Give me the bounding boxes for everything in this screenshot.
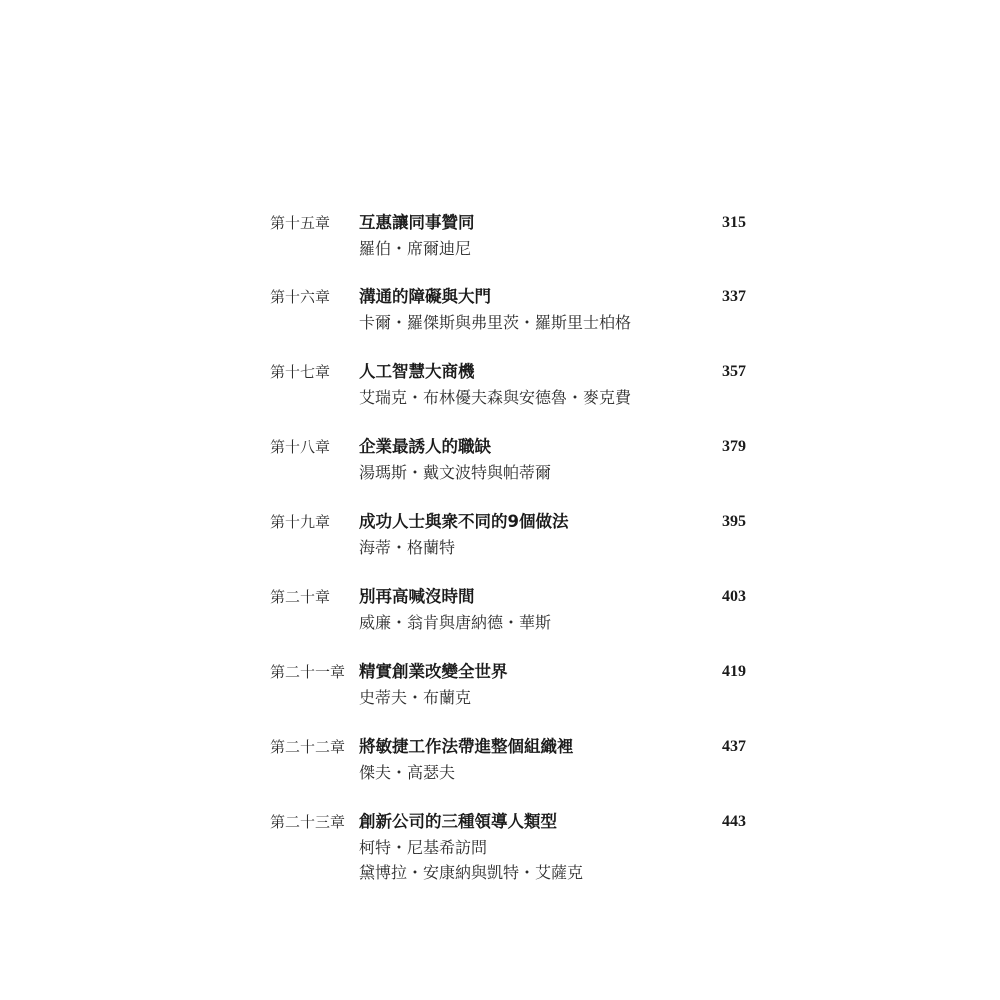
chapter-authors: [359, 385, 631, 410]
chapter-title: 精實創業改變全世界: [359, 662, 508, 681]
chapter-number: 第十五章: [270, 214, 331, 232]
author-line: 柯特・尼基希訪問: [359, 838, 488, 857]
author-line: 威廉・翁肯與唐納德・華斯: [359, 613, 552, 632]
chapter-title: 人工智慧大商機: [359, 362, 475, 381]
chapter-title: 創新公司的三種領導人類型: [359, 812, 557, 831]
chapter-authors: [359, 760, 455, 785]
chapter-authors: [359, 835, 583, 885]
chapter-title: 成功人士與衆不同的9個做法: [359, 512, 569, 531]
author-line: 艾瑞克・布林優夫森與安德魯・麥克費: [359, 388, 632, 407]
chapter-title: 互惠讓同事贊同: [359, 213, 475, 232]
chapter-authors: [359, 460, 551, 485]
chapter-authors: [359, 610, 551, 635]
chapter-number: 第十八章: [270, 438, 331, 456]
chapter-number: 第二十二章: [270, 738, 346, 756]
chapter-number: 第十九章: [270, 513, 331, 531]
page-number: 395: [722, 513, 746, 530]
author-line: 海蒂・格蘭特: [359, 538, 456, 557]
chapter-number: 第二十一章: [270, 663, 346, 681]
chapter-authors: [359, 685, 471, 710]
page-number: 443: [722, 813, 746, 830]
chapter-number: 第二十三章: [270, 813, 346, 831]
page-number: 337: [722, 288, 746, 305]
chapter-authors: [359, 236, 471, 261]
author-line: 黛博拉・安康納與凱特・艾薩克: [359, 863, 584, 882]
page-number: 419: [722, 663, 746, 680]
page-number: 437: [722, 738, 746, 755]
chapter-authors: [359, 535, 455, 560]
author-line: 湯瑪斯・戴文波特與帕蒂爾: [359, 463, 552, 482]
chapter-authors: [359, 310, 631, 335]
chapter-number: 第二十章: [270, 588, 331, 606]
chapter-number: 第十六章: [270, 288, 331, 306]
page-number: 315: [722, 214, 746, 231]
chapter-number: 第十七章: [270, 363, 331, 381]
author-line: 羅伯・席爾迪尼: [359, 239, 472, 258]
page-number: 379: [722, 438, 746, 455]
page-number: 357: [722, 363, 746, 380]
chapter-title: 將敏捷工作法帶進整個組織裡: [359, 737, 574, 756]
chapter-title: 別再高喊沒時間: [359, 587, 475, 606]
page-number: 403: [722, 588, 746, 605]
author-line: 傑夫・高瑟夫: [359, 763, 456, 782]
author-line: 史蒂夫・布蘭克: [359, 688, 472, 707]
chapter-title: 企業最誘人的職缺: [359, 437, 491, 456]
chapter-title: 溝通的障礙與大門: [359, 287, 491, 306]
author-line: 卡爾・羅傑斯與弗里茨・羅斯里士柏格: [359, 313, 632, 332]
